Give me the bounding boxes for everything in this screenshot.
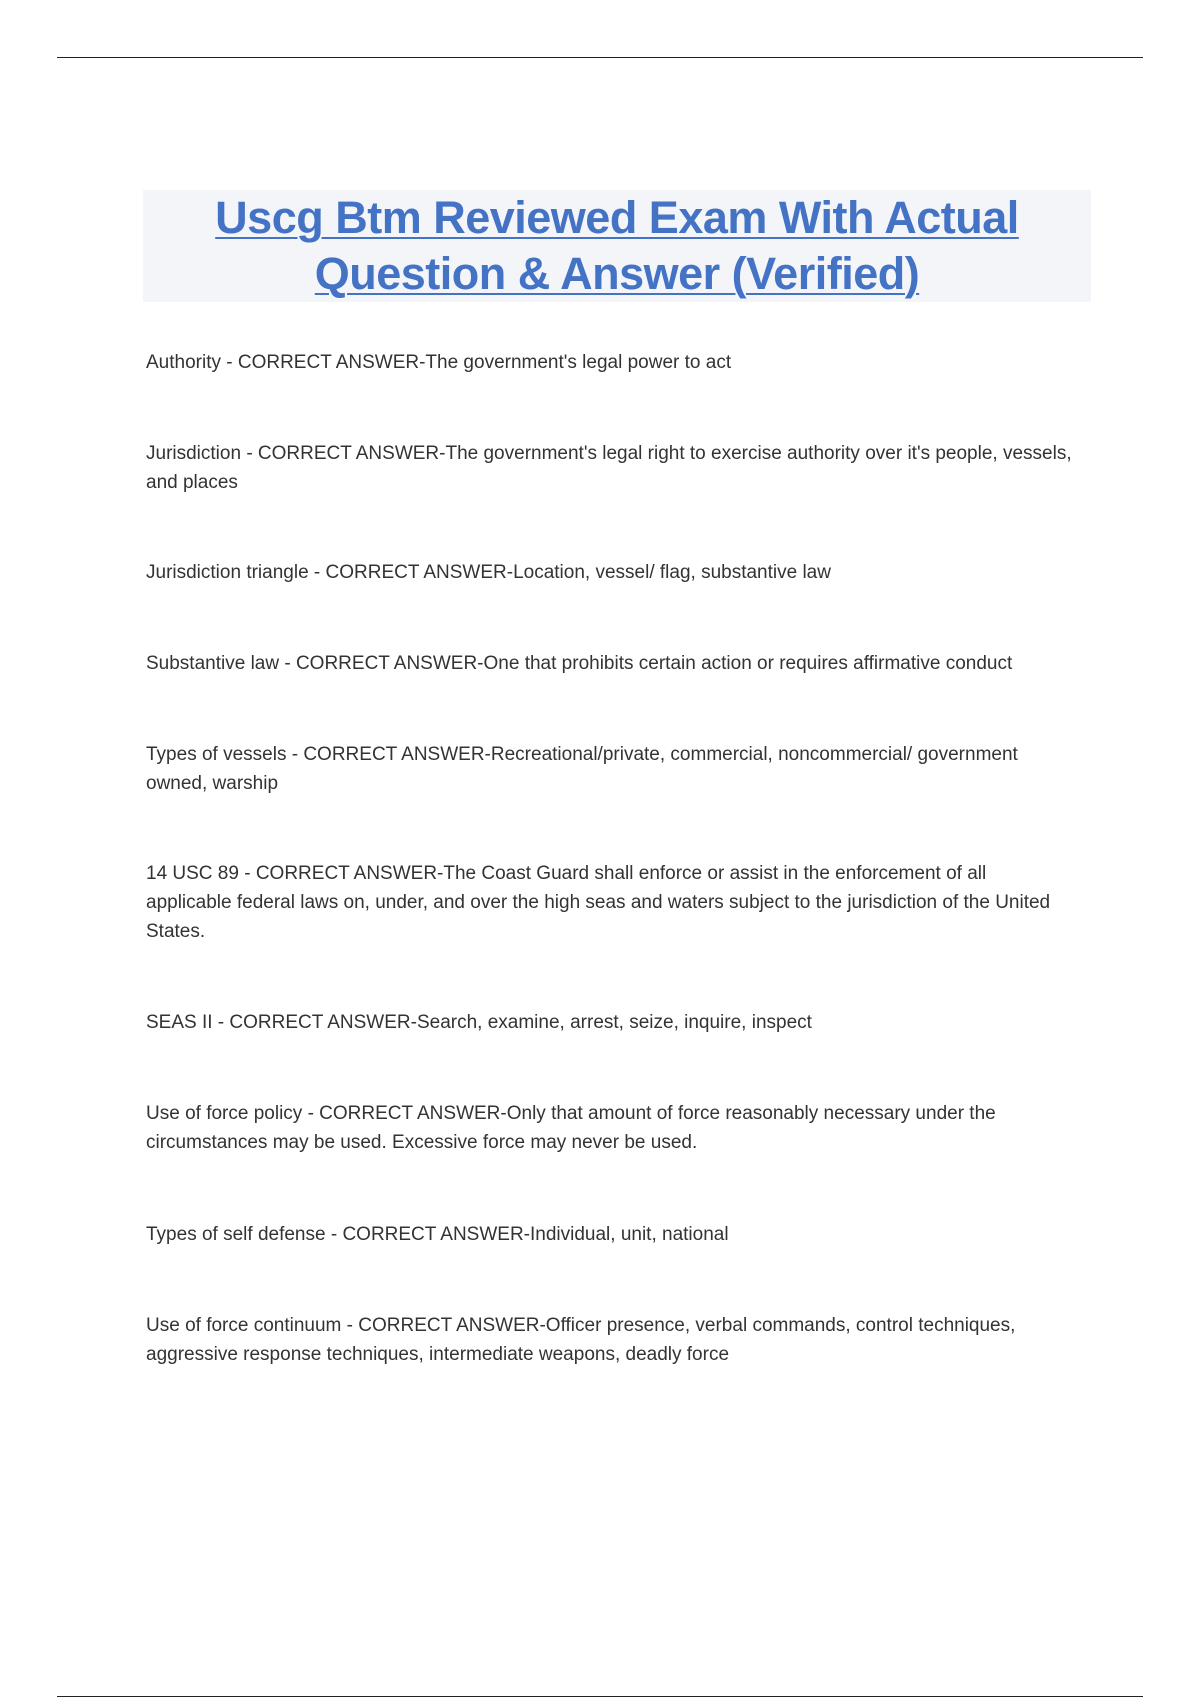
qa-entry: Use of force policy - CORRECT ANSWER-Only that amount of force reasonably necessary under the circumstances may be used. Excessive force may never be used.: [146, 1103, 996, 1153]
qa-entry: Use of force continuum - CORRECT ANSWER-Officer presence, verbal commands, control techniques, aggressive response techniques, intermediate weapons, deadly force: [146, 1315, 1016, 1365]
document-title-line-1: Uscg Btm Reviewed Exam With Actual: [215, 192, 1019, 243]
top-rule: [57, 57, 1143, 58]
document-title-line-2: Question & Answer (Verified): [314, 248, 920, 299]
qa-entry: Authority - CORRECT ANSWER-The government's legal power to act: [146, 352, 732, 373]
qa-entry: 14 USC 89 - CORRECT ANSWER-The Coast Guard shall enforce or assist in the enforcement of all applicable federal laws on, under, and over the high seas and waters subject to the jurisdiction of the United States.: [146, 863, 1051, 942]
qa-entry: Types of self defense - CORRECT ANSWER-Individual, unit, national: [146, 1224, 729, 1245]
qa-entry: SEAS II - CORRECT ANSWER-Search, examine, arrest, seize, inquire, inspect: [146, 1012, 812, 1033]
qa-entry: Jurisdiction triangle - CORRECT ANSWER-Location, vessel/ flag, substantive law: [146, 562, 831, 583]
title-banner: [143, 190, 1091, 302]
qa-entry: Substantive law - CORRECT ANSWER-One that prohibits certain action or requires affirmative conduct: [146, 653, 1013, 674]
qa-entry: Types of vessels - CORRECT ANSWER-Recreational/private, commercial, noncommercial/ government owned, warship: [146, 744, 1018, 794]
bottom-rule: [57, 1696, 1143, 1697]
qa-entry: Jurisdiction - CORRECT ANSWER-The government's legal right to exercise authority over it's people, vessels, and places: [146, 443, 1072, 493]
